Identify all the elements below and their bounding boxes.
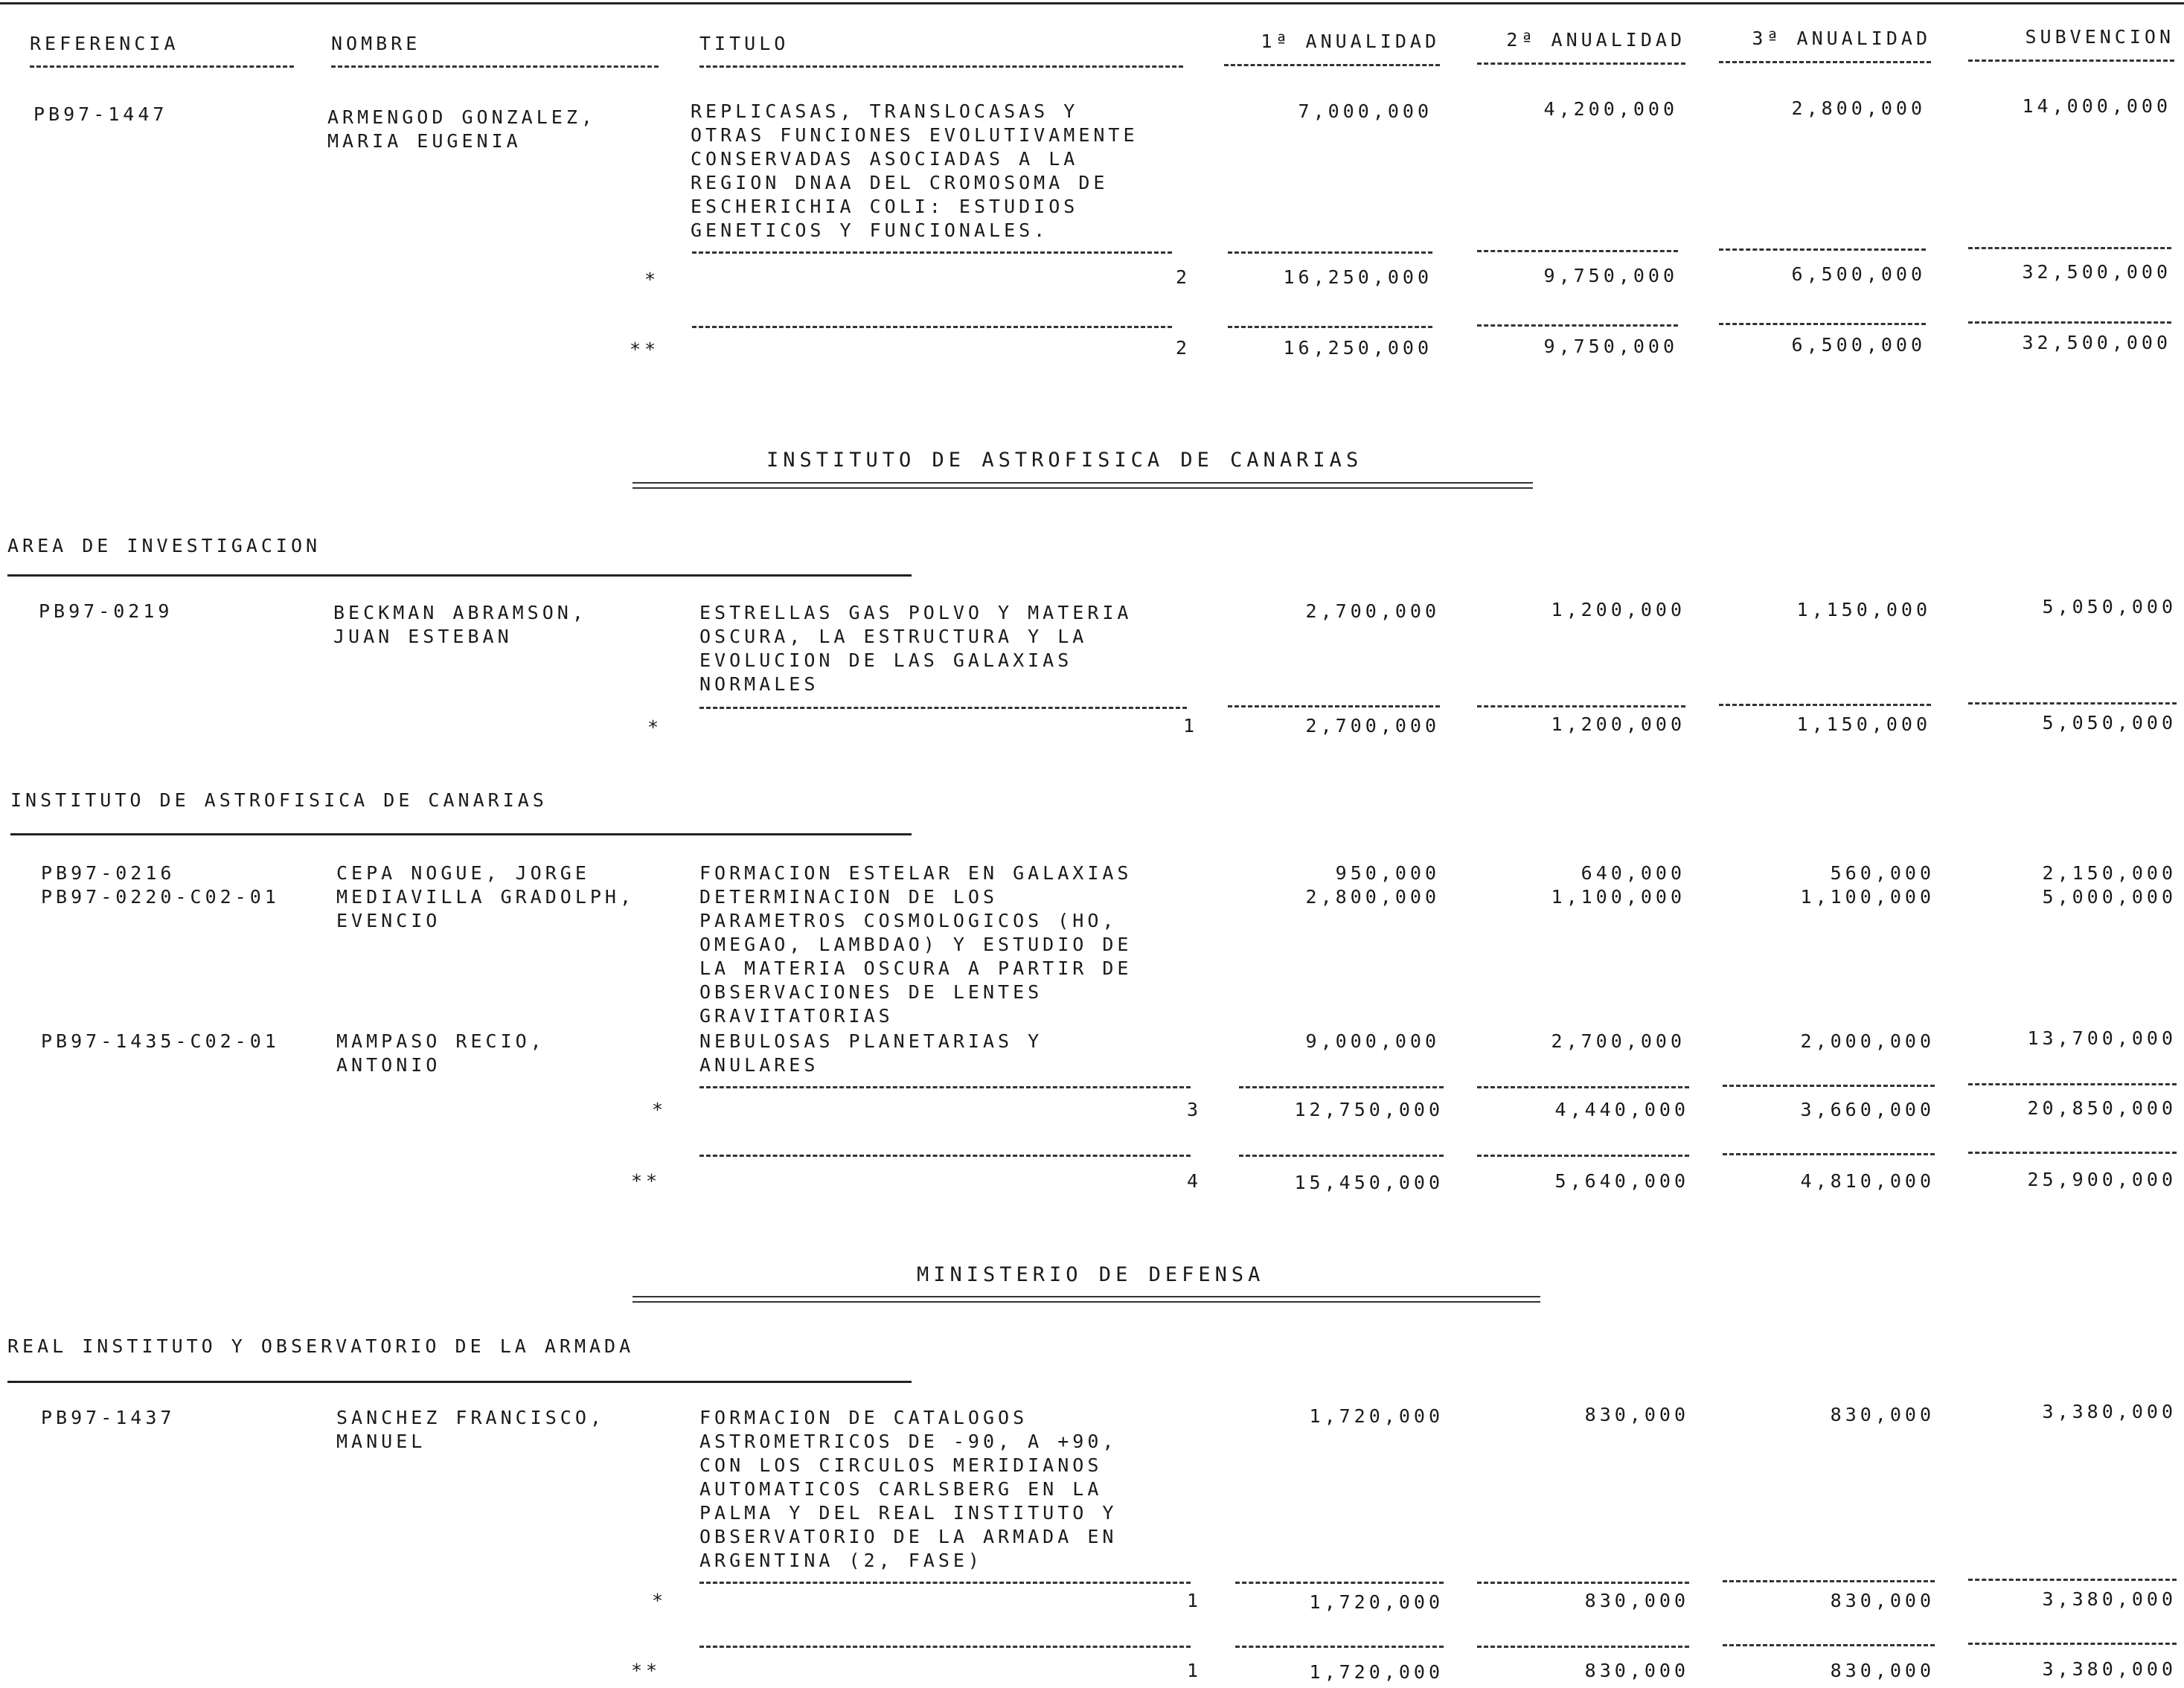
row-a3: 1,150,000 (1796, 599, 1931, 620)
subtotal-a2: 4,440,000 (1554, 1099, 1689, 1120)
total-a3: 6,500,000 (1791, 334, 1926, 356)
separator-line (1719, 704, 1931, 706)
subtotal-a1: 12,750,000 (1294, 1099, 1444, 1120)
row-a2: 1,200,000 (1551, 599, 1685, 620)
row-a2: 1,100,000 (1551, 886, 1685, 908)
separator-line (1719, 323, 1926, 325)
row-sub: 13,700,000 (2027, 1027, 2177, 1049)
subtotal-count: 1 (1186, 1590, 1202, 1611)
separator-line (1723, 1644, 1935, 1646)
row-titulo: DETERMINACION DE LOS PARAMETROS COSMOLOGICOS (HO, OMEGAO, LAMBDAO) Y ESTUDIO DE LA MATERIA OSCURA A PARTIR DE OBSERVACIONES DE LENTES GRAVITATORIAS (699, 886, 1133, 1027)
subtotal-mark: * (644, 269, 660, 290)
separator-line (699, 1086, 1191, 1088)
total-mark: ** (631, 1170, 662, 1192)
row-referencia: PB97-0219 (39, 600, 173, 622)
separator-line (1723, 1085, 1935, 1087)
header-underline-ref (30, 65, 294, 68)
row-sub: 14,000,000 (2022, 95, 2171, 117)
separator-line (1968, 1083, 2177, 1085)
separator-line (1228, 251, 1432, 254)
row-a3: 1,100,000 (1800, 886, 1935, 908)
separator-line (1239, 1086, 1444, 1088)
row-a1: 1,720,000 (1309, 1405, 1444, 1427)
subtotal-a3: 830,000 (1830, 1590, 1935, 1611)
total-a3: 830,000 (1830, 1660, 1935, 1681)
subtotal-a2: 9,750,000 (1543, 265, 1678, 286)
header-referencia: REFERENCIA (30, 33, 179, 54)
header-subvencion: SUBVENCION (2025, 26, 2174, 48)
total-mark: ** (631, 1660, 662, 1681)
separator-line (1968, 1643, 2177, 1645)
header-anualidad-1: 1ª ANUALIDAD (1261, 31, 1440, 52)
separator-line (699, 707, 1187, 709)
row-titulo: REPLICASAS, TRANSLOCASAS Y OTRAS FUNCIONES EVOLUTIVAMENTE CONSERVADAS ASOCIADAS A LA REGION DNAA DEL CROMOSOMA DE ESCHERICHIA COLI: ESTUDIOS GENETICOS Y FUNCIONALES. (691, 100, 1139, 241)
separator-line (1719, 248, 1926, 251)
row-a2: 2,700,000 (1551, 1030, 1685, 1052)
separator-line (1968, 702, 2177, 705)
row-nombre: CEPA NOGUE, JORGE (336, 862, 590, 884)
row-a1: 7,000,000 (1298, 100, 1432, 122)
separator-line (1477, 705, 1685, 707)
header-titulo: TITULO (699, 33, 790, 54)
total-sub: 32,500,000 (2022, 332, 2171, 353)
separator-line (692, 326, 1172, 328)
subtotal-sub: 20,850,000 (2027, 1097, 2177, 1119)
row-a1: 2,800,000 (1305, 886, 1440, 908)
row-nombre: MAMPASO RECIO, ANTONIO (336, 1030, 545, 1076)
area-heading: REAL INSTITUTO Y OBSERVATORIO DE LA ARMADA (7, 1335, 635, 1357)
subtotal-a1: 1,720,000 (1309, 1591, 1444, 1613)
row-a2: 640,000 (1581, 862, 1685, 884)
row-referencia: PB97-0220-C02-01 (41, 886, 280, 908)
header-underline-nombre (331, 65, 659, 68)
row-titulo: ESTRELLAS GAS POLVO Y MATERIA OSCURA, LA ESTRUCTURA Y LA EVOLUCION DE LAS GALAXIAS NORMALES (699, 602, 1133, 695)
row-nombre: MEDIAVILLA GRADOLPH, EVENCIO (336, 886, 635, 931)
separator-line (1477, 250, 1678, 252)
subtotal-count: 3 (1186, 1099, 1202, 1120)
total-a1: 16,250,000 (1283, 337, 1432, 359)
header-anualidad-2: 2ª ANUALIDAD (1506, 29, 1685, 51)
separator-line (1477, 1582, 1689, 1584)
row-nombre: BECKMAN ABRAMSON, JUAN ESTEBAN (333, 602, 587, 647)
separator-line (1723, 1580, 1935, 1582)
subtotal-sub: 3,380,000 (2042, 1588, 2177, 1610)
total-a2: 9,750,000 (1543, 336, 1678, 357)
area-heading: AREA DE INVESTIGACION (7, 535, 321, 556)
top-border (0, 2, 2184, 4)
row-a2: 830,000 (1584, 1404, 1689, 1425)
subtotal-a1: 16,250,000 (1283, 266, 1432, 288)
total-sub: 3,380,000 (2042, 1658, 2177, 1680)
separator-line (692, 251, 1172, 254)
header-underline-a1 (1224, 64, 1440, 66)
separator-line (1477, 1646, 1689, 1648)
institute-heading: INSTITUTO DE ASTROFISICA DE CANARIAS (10, 789, 548, 811)
header-underline-a2 (1477, 62, 1685, 65)
separator-line (1235, 1582, 1444, 1584)
separator-line (1228, 705, 1440, 707)
header-underline-sub (1968, 60, 2174, 62)
subtotal-a3: 6,500,000 (1791, 263, 1926, 285)
separator-line (1968, 1579, 2177, 1581)
separator-line (1239, 1155, 1444, 1157)
total-count: 1 (1186, 1660, 1202, 1681)
row-a2: 4,200,000 (1543, 98, 1678, 120)
subtotal-count: 2 (1175, 266, 1191, 288)
row-sub: 5,050,000 (2042, 596, 2177, 617)
row-referencia: PB97-0216 (41, 862, 176, 884)
section-title: MINISTERIO DE DEFENSA (917, 1263, 1265, 1286)
separator-line (1228, 326, 1432, 328)
subtotal-a3: 1,150,000 (1796, 713, 1931, 735)
total-a2: 5,640,000 (1554, 1170, 1689, 1192)
separator-line (1968, 321, 2171, 324)
subtotal-mark: * (652, 1099, 667, 1120)
row-sub: 2,150,000 (2042, 862, 2177, 884)
row-a1: 2,700,000 (1305, 600, 1440, 622)
subtotal-a2: 830,000 (1584, 1590, 1689, 1611)
separator-line (1968, 1152, 2177, 1154)
subtotal-a3: 3,660,000 (1800, 1099, 1935, 1120)
total-a1: 15,450,000 (1294, 1172, 1444, 1193)
area-rule (7, 574, 912, 577)
row-a3: 2,000,000 (1800, 1030, 1935, 1052)
subtotal-a1: 2,700,000 (1305, 715, 1440, 737)
area-rule (7, 1381, 912, 1383)
header-anualidad-3: 3ª ANUALIDAD (1752, 28, 1931, 49)
separator-line (1477, 1155, 1689, 1157)
header-underline-titulo (699, 65, 1183, 68)
total-mark: ** (630, 338, 660, 360)
subtotal-mark: * (652, 1590, 667, 1611)
row-referencia: PB97-1435-C02-01 (41, 1030, 280, 1052)
row-referencia: PB97-1447 (33, 103, 168, 125)
title-double-underline (633, 1296, 1540, 1303)
separator-line (699, 1582, 1191, 1584)
subtotal-mark: * (647, 716, 663, 738)
row-sub: 5,000,000 (2042, 886, 2177, 908)
row-a3: 560,000 (1830, 862, 1935, 884)
row-nombre: ARMENGOD GONZALEZ, MARIA EUGENIA (327, 106, 596, 152)
subtotal-sub: 32,500,000 (2022, 261, 2171, 283)
total-count: 2 (1175, 337, 1191, 359)
row-a1: 950,000 (1335, 862, 1440, 884)
separator-line (1477, 324, 1678, 327)
subtotal-a2: 1,200,000 (1551, 713, 1685, 735)
separator-line (1235, 1646, 1444, 1648)
title-double-underline (633, 482, 1533, 489)
separator-line (1723, 1153, 1935, 1155)
subtotal-sub: 5,050,000 (2042, 712, 2177, 734)
row-titulo: FORMACION DE CATALOGOS ASTROMETRICOS DE -90, A +90, CON LOS CIRCULOS MERIDIANOS AUTOMATICOS CARLSBERG EN LA PALMA Y DEL REAL INSTITUTO Y OBSERVATORIO DE LA ARMADA EN ARGENTINA (2, FASE) (699, 1407, 1118, 1571)
total-count: 4 (1186, 1170, 1202, 1192)
row-sub: 3,380,000 (2042, 1401, 2177, 1422)
subtotal-count: 1 (1182, 715, 1198, 737)
row-titulo: FORMACION ESTELAR EN GALAXIAS (699, 862, 1133, 884)
row-a3: 830,000 (1830, 1404, 1935, 1425)
separator-line (1968, 247, 2171, 249)
row-titulo: NEBULOSAS PLANETARIAS Y ANULARES (699, 1030, 1043, 1076)
separator-line (1477, 1086, 1689, 1088)
row-a1: 9,000,000 (1305, 1030, 1440, 1052)
row-referencia: PB97-1437 (41, 1407, 176, 1428)
institute-rule (10, 833, 912, 835)
total-sub: 25,900,000 (2027, 1169, 2177, 1190)
total-a3: 4,810,000 (1800, 1170, 1935, 1192)
separator-line (699, 1646, 1191, 1648)
row-a3: 2,800,000 (1791, 97, 1926, 119)
row-nombre: SANCHEZ FRANCISCO, MANUEL (336, 1407, 605, 1452)
section-title: INSTITUTO DE ASTROFISICA DE CANARIAS (766, 449, 1363, 472)
header-underline-a3 (1719, 61, 1931, 63)
total-a2: 830,000 (1584, 1660, 1689, 1681)
header-nombre: NOMBRE (331, 33, 421, 54)
total-a1: 1,720,000 (1309, 1661, 1444, 1683)
separator-line (699, 1155, 1191, 1157)
